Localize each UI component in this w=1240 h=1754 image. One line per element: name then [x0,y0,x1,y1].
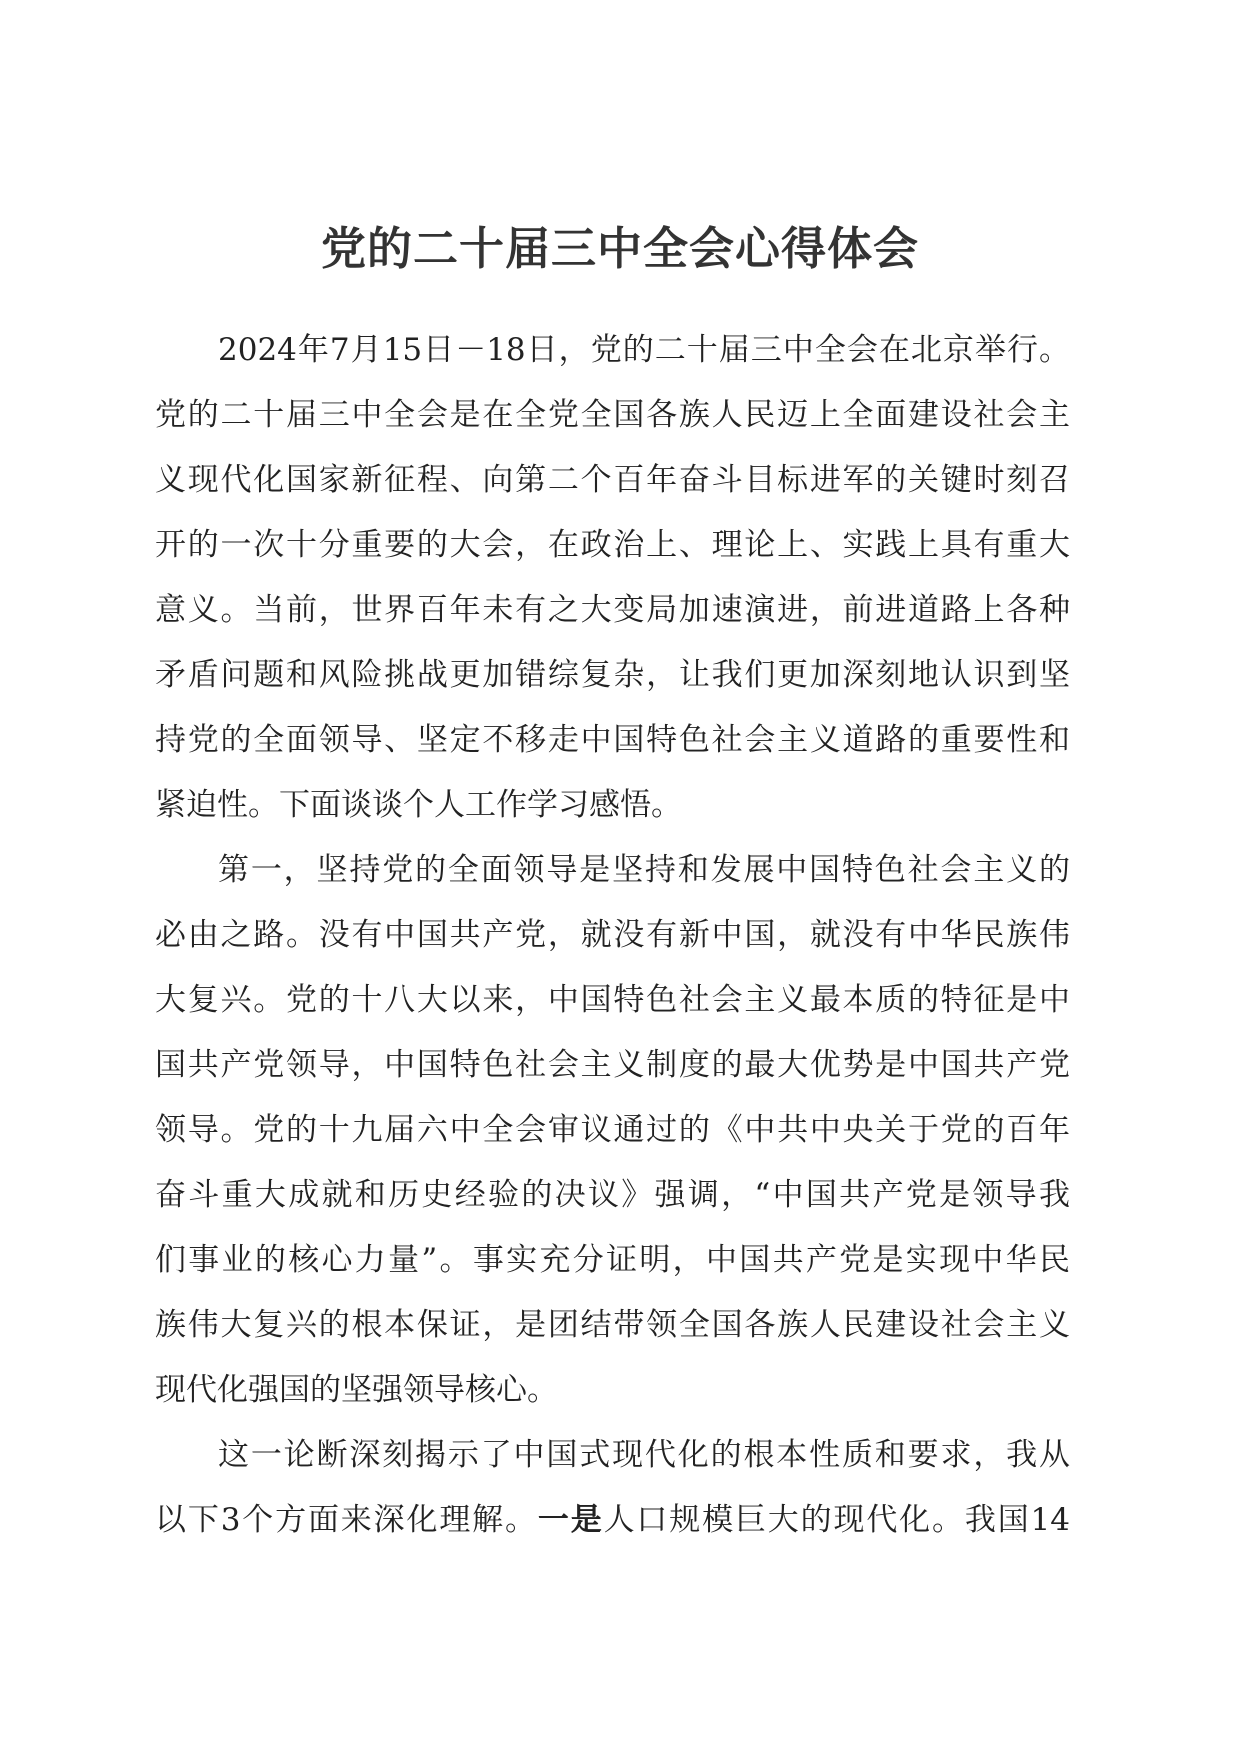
document-body [155,318,1070,1553]
text-line: 2024年7月15日－18日，党的二十届三中全会在北京举行。 [218,332,1070,368]
text-line: 持党的全面领导、坚定不移走中国特色社会主义道路的重要性和 [155,722,1070,758]
text-line: 义现代化国家新征程、向第二个百年奋斗目标进军的关键时刻召 [155,462,1070,498]
text-line: 国共产党领导，中国特色社会主义制度的最大优势是中国共产党 [155,1047,1070,1083]
paragraph-1 [155,318,1070,838]
text-line: 紧迫性。下面谈谈个人工作学习感悟。 [155,787,682,823]
text-line: 意义。当前，世界百年未有之大变局加速演进，前进道路上各种 [155,592,1070,628]
text-line: 大复兴。党的十八大以来，中国特色社会主义最本质的特征是中 [155,982,1070,1018]
paragraph-3 [155,1423,1070,1553]
paragraph-2 [155,838,1070,1423]
text-line: 开的一次十分重要的大会，在政治上、理论上、实践上具有重大 [155,527,1070,563]
text-line: 必由之路。没有中国共产党，就没有新中国，就没有中华民族伟 [155,917,1070,953]
text-line: 领导。党的十九届六中全会审议通过的《中共中央关于党的百年 [155,1112,1070,1148]
text-line: 奋斗重大成就和历史经验的决议》强调，“中国共产党是领导我 [155,1177,1070,1213]
text-line: 族伟大复兴的根本保证，是团结带领全国各族人民建设社会主义 [155,1307,1070,1343]
text-line: 党的二十届三中全会是在全党全国各族人民迈上全面建设社会主 [155,397,1070,433]
text-line: 这一论断深刻揭示了中国式现代化的根本性质和要求，我从 [218,1437,1070,1473]
text-line: 矛盾问题和风险挑战更加错综复杂，让我们更加深刻地认识到坚 [155,657,1070,693]
text-line [155,1488,1070,1553]
text-line: 现代化强国的坚强领导核心。 [155,1372,558,1408]
bold-emphasis: 一是 [537,1502,604,1538]
text-segment: 以下3个方面来深化理解。 [155,1502,538,1538]
document-title: 党的二十届三中全会心得体会 [320,222,919,275]
text-segment: 人口规模巨大的现代化。我国14 [603,1502,1071,1538]
text-line: 第一，坚持党的全面领导是坚持和发展中国特色社会主义的 [218,852,1070,888]
text-line: 们事业的核心力量”。事实充分证明，中国共产党是实现中华民 [155,1242,1070,1278]
